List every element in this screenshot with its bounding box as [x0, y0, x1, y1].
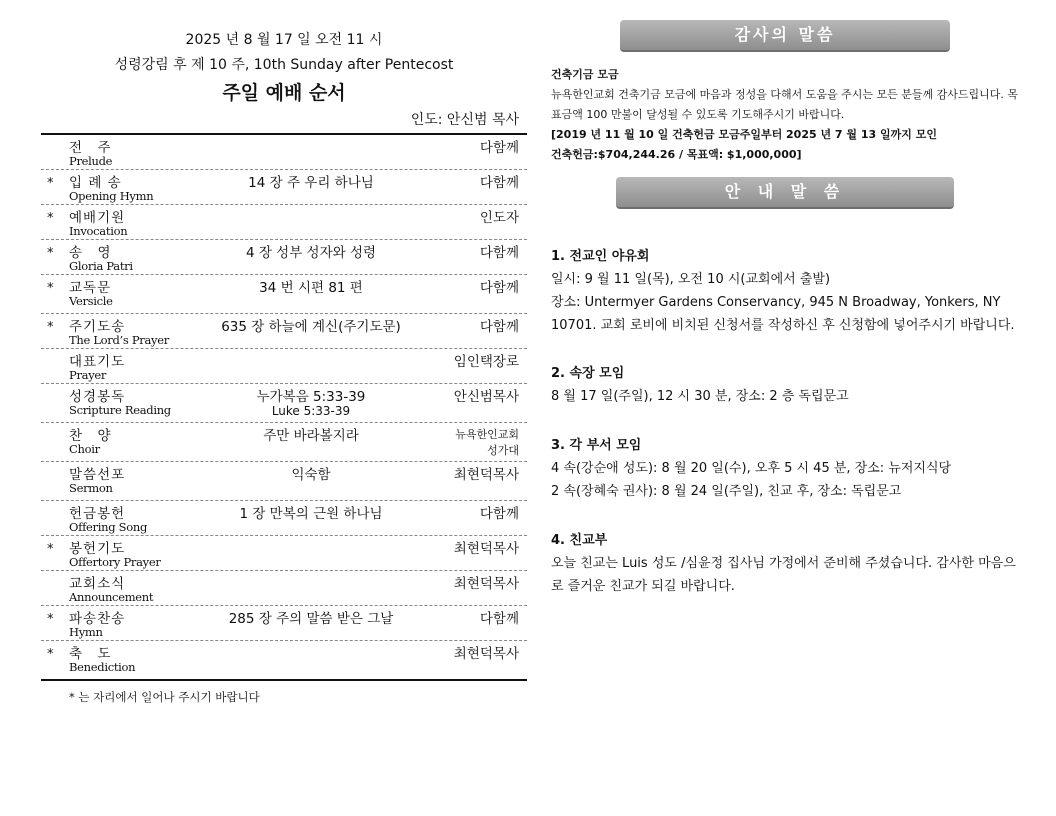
announcement-item: [551, 435, 1019, 503]
item-leader: 임인택장로: [453, 354, 519, 370]
item-korean: 말씀선포: [69, 467, 126, 483]
announcements-column: [551, 20, 1019, 598]
order-row: [41, 275, 527, 314]
item-english: Gloria Patri: [69, 259, 133, 273]
item-detail-english: Luke 5:33-39: [271, 404, 351, 418]
announcement-line: 8 월 17 일(주일), 12 시 30 분, 장소: 2 층 독립문고: [551, 389, 849, 404]
order-row: [41, 314, 527, 349]
item-korean: 입 례 송: [69, 175, 122, 191]
item-detail: 누가복음 5:33-39: [256, 389, 366, 405]
announcement-item: [551, 246, 1019, 337]
item-leader: 다함께: [479, 245, 519, 261]
announcement-line: 일시: 9 월 11 일(목), 오전 10 시(교회에서 출발): [551, 272, 831, 287]
page-title: 주일 예배 순서: [222, 82, 346, 104]
item-english: Opening Hymn: [69, 189, 154, 203]
order-row: [41, 641, 527, 679]
announcement-title: 1. 전교인 야유회: [551, 249, 650, 264]
item-english: Benediction: [69, 660, 136, 674]
stand-marker: *: [47, 542, 54, 557]
stand-marker: *: [47, 246, 54, 261]
item-detail: 14 장 주 우리 하나님: [248, 175, 374, 191]
stand-marker: *: [47, 612, 54, 627]
thanks-banner: 감사의 말씀: [620, 20, 950, 52]
item-detail: 285 장 주의 말씀 받은 그날: [228, 611, 394, 627]
announcement-line: 장소: Untermyer Gardens Conservancy, 945 N Broadway, Yonkers, NY 10701. 교회 로비에 비치된 신청서를 작성하신 후 신청함에 넣어주시기 바랍니다.: [551, 295, 1015, 333]
item-leader: 인도자: [479, 210, 519, 226]
item-leader: 다함께: [479, 140, 519, 156]
announcement-title: 3. 각 부서 모임: [551, 438, 642, 453]
item-leader: 다함께: [479, 280, 519, 296]
stand-marker: *: [47, 281, 54, 296]
liturgical-week: 성령강림 후 제 10 주, 10th Sunday after Pentecost: [114, 57, 454, 73]
order-row: [41, 501, 527, 536]
order-row: [41, 135, 527, 170]
building-fund-amount: 건축헌금:$704,244.26 / 목표액: $1,000,000]: [551, 148, 802, 161]
item-english: Offering Song: [69, 520, 148, 534]
item-english: Invocation: [69, 224, 128, 238]
item-leader: 최현덕목사: [453, 646, 519, 662]
item-korean: 송 영: [69, 245, 112, 261]
order-row: [41, 536, 527, 571]
order-row: [41, 384, 527, 423]
item-leader: 안신범목사: [453, 389, 519, 405]
item-leader: 다함께: [479, 319, 519, 335]
worship-order-column: [41, 28, 527, 705]
item-english: Scripture Reading: [69, 403, 171, 417]
announcement-item: [551, 530, 1019, 598]
stand-marker: *: [47, 176, 54, 191]
announcement-item: [551, 363, 1019, 408]
announcement-line: 오늘 친교는 Luis 성도 /심윤정 집사님 가정에서 준비해 주셨습니다. 감사한 마음으로 즐거운 친교가 되길 바랍니다.: [551, 556, 1016, 594]
item-korean: 교회소식: [69, 576, 126, 592]
item-korean: 성경봉독: [69, 389, 126, 405]
item-korean: 봉헌기도: [69, 541, 126, 557]
announcement-title: 4. 친교부: [551, 533, 608, 548]
item-leader: 다함께: [479, 175, 519, 191]
announcement-line: 2 속(장혜숙 권사): 8 월 24 일(주일), 친교 후, 장소: 독립문고: [551, 484, 902, 499]
order-of-service: [41, 133, 527, 681]
item-english: Offertory Prayer: [69, 555, 161, 569]
building-fund-title: 건축기금 모금: [551, 68, 619, 81]
item-leader: 뉴욕한인교회: [455, 428, 519, 441]
item-english: Hymn: [69, 625, 103, 639]
order-row: [41, 571, 527, 606]
item-english: Versicle: [69, 294, 113, 308]
item-korean: 파송찬송: [69, 611, 126, 627]
item-leader: 최현덕목사: [453, 541, 519, 557]
order-row: [41, 349, 527, 384]
item-korean: 헌금봉헌: [69, 506, 126, 522]
item-korean: 전 주: [69, 140, 112, 156]
stand-marker: *: [47, 211, 54, 226]
order-row: [41, 170, 527, 205]
item-korean: 대표기도: [69, 354, 126, 370]
item-korean: 교독문: [69, 280, 112, 296]
item-leader: 다함께: [479, 611, 519, 627]
item-english: The Lord’s Prayer: [69, 333, 169, 347]
item-korean: 찬 양: [69, 428, 112, 444]
item-english: Sermon: [69, 481, 113, 495]
item-detail: 주만 바라볼지라: [263, 428, 359, 444]
service-date: 2025 년 8 월 17 일 오전 11 시: [185, 32, 383, 48]
order-row: [41, 462, 527, 501]
item-english: Prelude: [69, 154, 113, 168]
announcement-title: 2. 속장 모임: [551, 366, 625, 381]
item-english: Choir: [69, 442, 100, 456]
item-detail: 635 장 하늘에 계신(주기도문): [221, 319, 401, 335]
item-korean: 예배기원: [69, 210, 126, 226]
stand-marker: *: [47, 320, 54, 335]
item-leader: 다함께: [479, 506, 519, 522]
stand-marker: *: [47, 647, 54, 662]
service-leader: 인도: 안신범 목사: [410, 112, 519, 128]
item-english: Announcement: [69, 590, 154, 604]
announcement-line: 4 속(강순애 성도): 8 월 20 일(수), 오후 5 시 45 분, 장소: 뉴저지식당: [551, 461, 952, 476]
item-detail: 1 장 만복의 근원 하나님: [239, 506, 383, 522]
item-english: Prayer: [69, 368, 107, 382]
order-row: [41, 423, 527, 462]
item-korean: 주기도송: [69, 319, 126, 335]
item-detail: 4 장 성부 성자와 성령: [245, 245, 377, 261]
building-fund-text: 뉴욕한인교회 건축기금 모금에 마음과 정성을 다해서 도움을 주시는 모든 분들께 감사드립니다. 목표금액 100 만불이 달성될 수 있도록 기도해주시기 바랍니다.: [551, 88, 1018, 121]
order-row: [41, 205, 527, 240]
item-detail: 34 번 시편 81 편: [259, 280, 363, 296]
announcements-banner: 안 내 말 씀: [616, 177, 954, 209]
building-fund-period: [2019 년 11 월 10 일 건축헌금 모금주일부터 2025 년 7 월 13 일까지 모인: [551, 128, 937, 141]
order-row: [41, 606, 527, 641]
item-leader: 최현덕목사: [453, 576, 519, 592]
item-leader: 최현덕목사: [453, 467, 519, 483]
order-row: [41, 240, 527, 275]
item-korean: 축 도: [69, 646, 112, 662]
item-detail: 익숙함: [291, 467, 331, 483]
item-leader-line2: 성가대: [487, 444, 519, 457]
stand-footnote: * 는 자리에서 일어나 주시기 바랍니다: [69, 690, 260, 704]
